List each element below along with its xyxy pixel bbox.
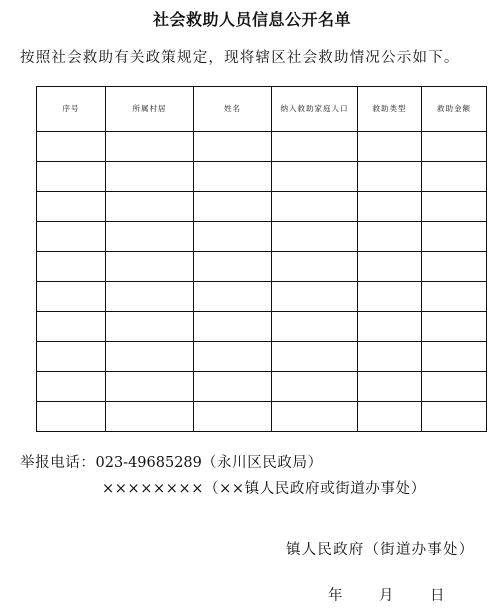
- table-cell: [358, 282, 422, 312]
- table-cell: [194, 252, 272, 282]
- table-cell: [272, 372, 358, 402]
- header-name: 姓名: [194, 87, 272, 132]
- table-cell: [194, 222, 272, 252]
- table-cell: [106, 312, 194, 342]
- table-cell: [194, 372, 272, 402]
- date-year: 年: [328, 588, 343, 604]
- table-cell: [272, 312, 358, 342]
- table-cell: [106, 132, 194, 162]
- table-cell: [194, 282, 272, 312]
- table-cell: [37, 132, 106, 162]
- table-cell: [37, 192, 106, 222]
- table-cell: [272, 192, 358, 222]
- table-cell: [37, 372, 106, 402]
- table-row: [37, 312, 487, 342]
- table-cell: [37, 252, 106, 282]
- table-cell: [422, 162, 487, 192]
- table-cell: [272, 282, 358, 312]
- table-row: [37, 192, 487, 222]
- report-phone-number: 023-49685289: [95, 455, 202, 471]
- table-cell: [106, 162, 194, 192]
- table-cell: [358, 372, 422, 402]
- table-cell: [422, 282, 487, 312]
- intro-paragraph: 按照社会救助有关政策规定，现将辖区社会救助情况公示如下。: [20, 50, 460, 66]
- table-cell: [272, 222, 358, 252]
- report-label: 举报电话：: [20, 455, 96, 471]
- report-organization: （永川区民政局）: [201, 455, 323, 471]
- report-alt-contact: ××××××××（××镇人民政府或街道办事处）: [102, 481, 426, 497]
- report-line: [20, 451, 323, 472]
- table-row: [37, 132, 487, 162]
- table-cell: [272, 252, 358, 282]
- table-cell: [106, 342, 194, 372]
- table-cell: [37, 222, 106, 252]
- table-cell: [358, 342, 422, 372]
- header-village: 所属村居: [106, 87, 194, 132]
- header-assistance-type: 救助类型: [358, 87, 422, 132]
- table-cell: [194, 312, 272, 342]
- table-body: [37, 132, 487, 432]
- table-cell: [358, 252, 422, 282]
- table-cell: [37, 312, 106, 342]
- table-cell: [37, 342, 106, 372]
- table-cell: [37, 282, 106, 312]
- header-serial-number: 序号: [37, 87, 106, 132]
- table-cell: [422, 312, 487, 342]
- header-assistance-amount: 救助金额: [422, 87, 487, 132]
- table-cell: [422, 192, 487, 222]
- signer: 镇人民政府（街道办事处）: [286, 542, 475, 558]
- table-cell: [106, 192, 194, 222]
- table-cell: [106, 222, 194, 252]
- date-month: 月: [379, 588, 394, 604]
- table-header-row: [37, 87, 487, 132]
- table-cell: [422, 372, 487, 402]
- table-cell: [194, 162, 272, 192]
- table-cell: [106, 372, 194, 402]
- date-day: 日: [430, 588, 445, 604]
- table-row: [37, 252, 487, 282]
- table-cell: [106, 282, 194, 312]
- table-row: [37, 402, 487, 432]
- table-cell: [194, 342, 272, 372]
- table-cell: [37, 402, 106, 432]
- table-cell: [422, 402, 487, 432]
- header-household-size: 纳入救助家庭人口: [272, 87, 358, 132]
- table-cell: [194, 402, 272, 432]
- table-cell: [358, 162, 422, 192]
- table-cell: [358, 192, 422, 222]
- table-row: [37, 342, 487, 372]
- table-cell: [272, 162, 358, 192]
- table-cell: [106, 252, 194, 282]
- table-row: [37, 222, 487, 252]
- table-cell: [358, 132, 422, 162]
- table-cell: [37, 162, 106, 192]
- table-cell: [272, 402, 358, 432]
- table-cell: [422, 222, 487, 252]
- table-cell: [358, 312, 422, 342]
- table-row: [37, 372, 487, 402]
- document-title: 社会救助人员信息公开名单: [152, 10, 351, 29]
- table-cell: [422, 342, 487, 372]
- table-cell: [422, 132, 487, 162]
- table-cell: [194, 132, 272, 162]
- assistance-table: [36, 86, 487, 432]
- table-cell: [272, 132, 358, 162]
- table-cell: [358, 222, 422, 252]
- table-cell: [422, 252, 487, 282]
- table-cell: [106, 402, 194, 432]
- table-cell: [358, 402, 422, 432]
- table-row: [37, 282, 487, 312]
- table-cell: [194, 192, 272, 222]
- table-cell: [272, 342, 358, 372]
- table-row: [37, 162, 487, 192]
